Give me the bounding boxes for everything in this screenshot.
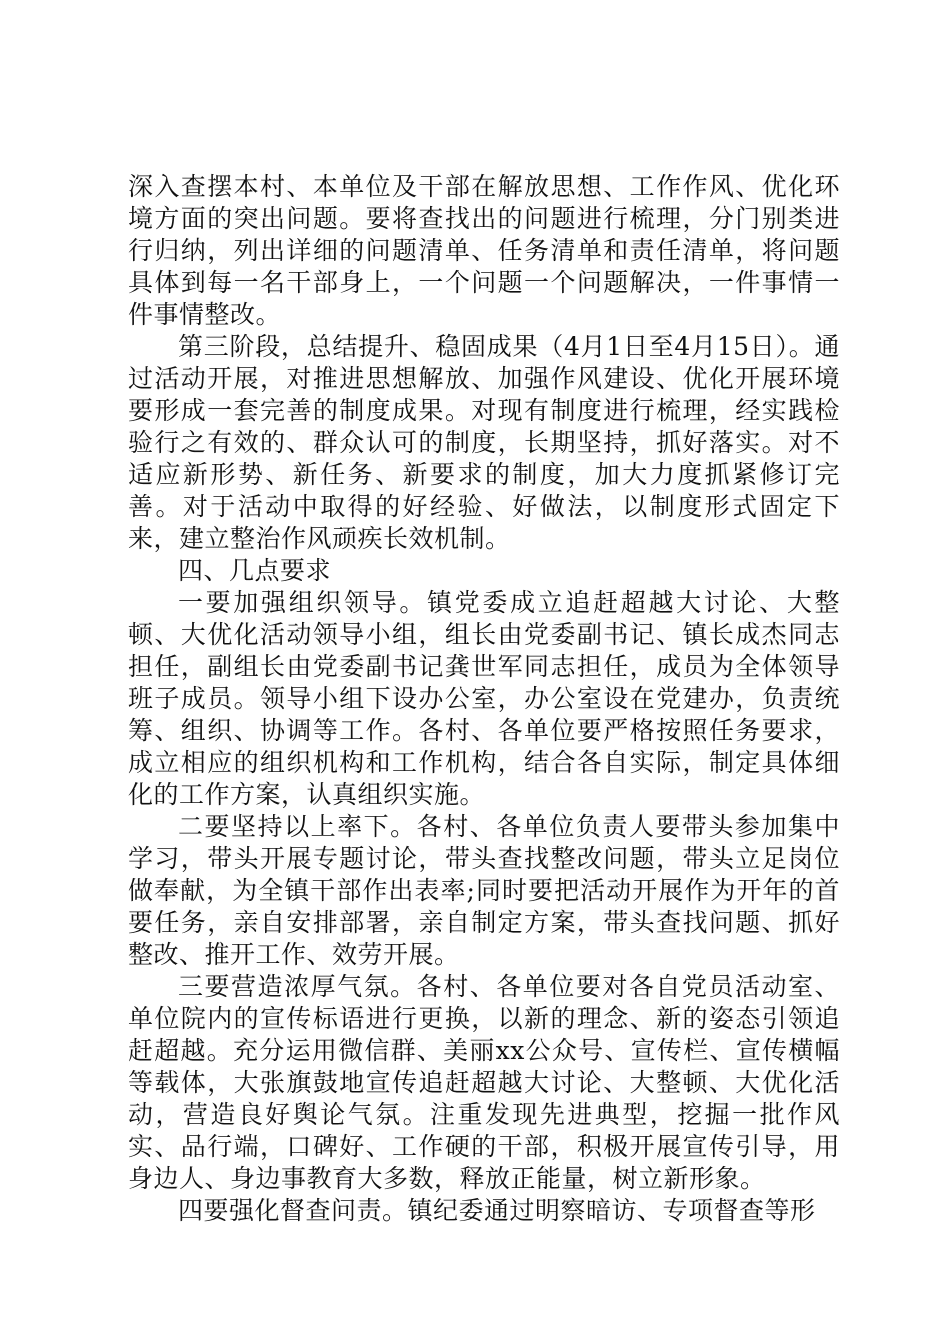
section-heading-requirements: 四、几点要求 bbox=[178, 556, 332, 585]
paragraph-requirement-one: 一要加强组织领导。镇党委成立追赶超越大讨论、大整顿、大优化活动领导小组，组长由党委副书记、镇长成杰同志担任，副组长由党委副书记龚世军同志担任，成员为全体领导班子成员。领导小组下设办公室，办公室设在党建办，负责统筹、组织、协调等工作。各村、各单位要严格按照任务要求，成立相应的组织机构和工作机构，结合各自实际，制定具体细化的工作方案，认真组织实施。 bbox=[128, 588, 840, 809]
paragraph-continuation: 深入查摆本村、本单位及干部在解放思想、工作作风、优化环境方面的突出问题。要将查找出的问题进行梳理，分门别类进行归纳，列出详细的问题清单、任务清单和责任清单，将问题具体到每一名干部身上，一个问题一个问题解决，一件事情一件事情整改。 bbox=[128, 172, 840, 329]
paragraph-stage-three: 第三阶段，总结提升、稳固成果（4月1日至4月15日）。通过活动开展，对推进思想解放、加强作风建设、优化开展环境要形成一套完善的制度成果。对现有制度进行梳理，经实践检验行之有效的、群众认可的制度，长期坚持，抓好落实。对不适应新形势、新任务、新要求的制度，加大力度抓紧修订完善。对于活动中取得的好经验、好做法，以制度形式固定下来，建立整治作风顽疾长效机制。 bbox=[128, 332, 840, 553]
document-body bbox=[128, 171, 840, 1227]
paragraph-requirement-two: 二要坚持以上率下。各村、各单位负责人要带头参加集中学习，带头开展专题讨论，带头查找整改问题，带头立足岗位做奉献，为全镇干部作出表率;同时要把活动开展作为开年的首要任务，亲自安排部署，亲自制定方案，带头查找问题、抓好整改、推开工作、效劳开展。 bbox=[128, 812, 840, 969]
paragraph-requirement-three: 三要营造浓厚气氛。各村、各单位要对各自党员活动室、单位院内的宣传标语进行更换，以新的理念、新的姿态引领追赶超越。充分运用微信群、美丽xx公众号、宣传栏、宣传横幅等载体，大张旗鼓地宣传追赶超越大讨论、大整顿、大优化活动，营造良好舆论气氛。注重发现先进典型，挖掘一批作风实、品行端，口碑好、工作硬的干部，积极开展宣传引导，用身边人、身边事教育大多数，释放正能量，树立新形象。 bbox=[128, 972, 840, 1193]
paragraph-requirement-four: 四要强化督查问责。镇纪委通过明察暗访、专项督查等形 bbox=[178, 1196, 816, 1225]
